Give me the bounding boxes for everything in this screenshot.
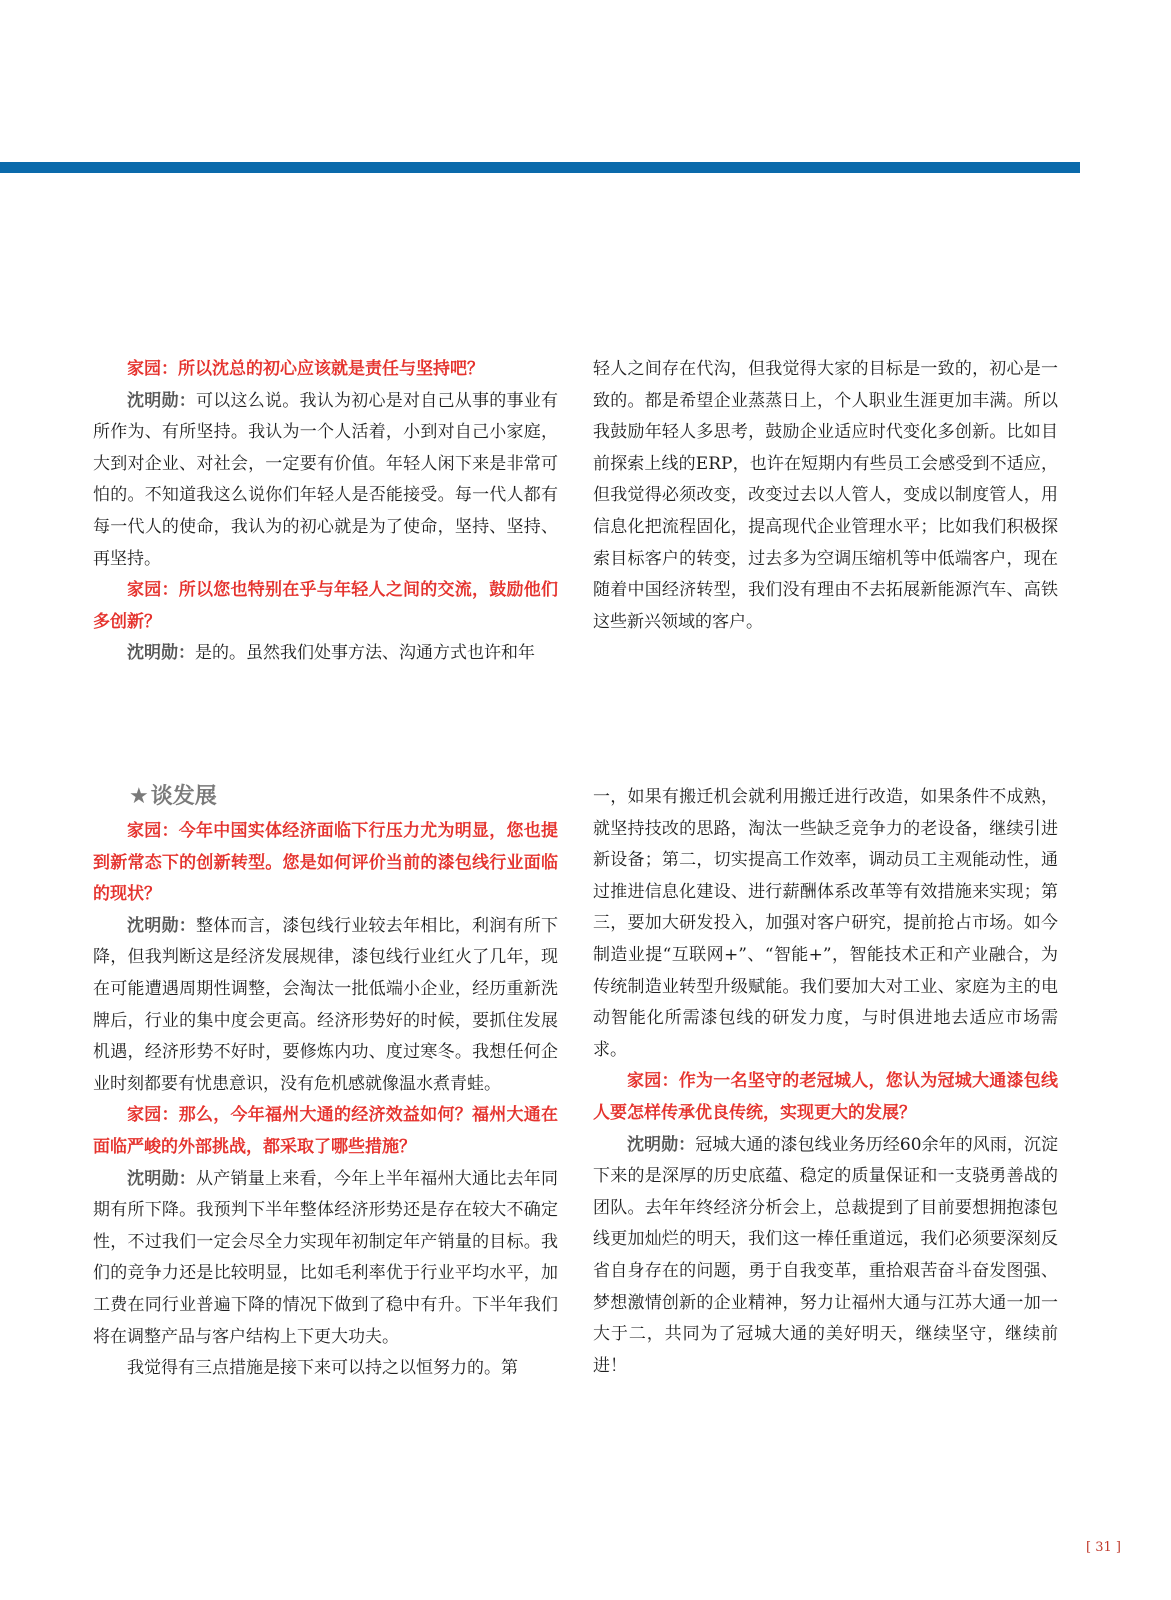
interviewee-label: 沈明勋： [127, 390, 196, 411]
answer-text: 是的。虽然我们处事方法、沟通方式也许和年 [195, 643, 535, 664]
question-paragraph [93, 816, 558, 911]
answer-paragraph [93, 638, 558, 670]
question-paragraph [593, 1066, 1058, 1129]
interviewee-label: 沈明勋： [127, 1168, 196, 1189]
answer-paragraph [93, 911, 558, 1101]
question-text: 所以您也特别在乎与年轻人之间的交流，鼓励他们多创新？ [93, 580, 558, 632]
interviewer-label: 家园： [127, 580, 179, 601]
answer-text: 整体而言，漆包线行业较去年相比，利润有所下降，但我判断这是经济发展规律，漆包线行业红火了几年，现在可能遭遇周期性调整，会淘汰一批低端小企业，经历重新洗牌后，行业的集中度会更高。经济形势好的时候，要抓住发展机遇，经济形势不好时，要修炼内功、度过寒冬。我想任何企业时刻都要有忧患意识，没有危机感就像温水煮青蛙。 [93, 915, 558, 1094]
interviewee-label: 沈明勋： [627, 1134, 696, 1155]
answer-continuation: 轻人之间存在代沟，但我觉得大家的目标是一致的，初心是一致的。都是希望企业蒸蒸日上，个人职业生涯更加丰满。所以我鼓励年轻人多思考，鼓励企业适应时代变化多创新。比如目前探索上线的ERP，也许在短期内有些员工会感受到不适应，但我觉得必须改变，改变过去以人管人，变成以制度管人，用信息化把流程固化，提高现代企业管理水平；比如我们积极探索目标客户的转变，过去多为空调压缩机等中低端客户，现在随着中国经济转型，我们没有理由不去拓展新能源汽车、高铁这些新兴领域的客户。 [593, 359, 1058, 632]
section-heading-text: 谈发展 [150, 784, 217, 809]
section2-right-column [593, 782, 1058, 1382]
interviewer-label: 家园： [127, 359, 178, 379]
answer-text: 可以这么说。我认为初心是对自己从事的事业有所作为、有所坚持。我认为一个人活着，小到对自己小家庭，大到对企业、对社会，一定要有价值。年轻人闲下来是非常可怕的。不知道我这么说你们年轻人是否能接受。每一代人都有每一代人的使命，我认为的初心就是为了使命，坚持、坚持、再坚持。 [93, 390, 558, 569]
answer-text: 冠城大通的漆包线业务历经60余年的风雨，沉淀下来的是深厚的历史底蕴、稳定的质量保证和一支骁勇善战的团队。去年年终经济分析会上，总裁提到了目前要想拥抱漆包线更加灿烂的明天，我们这一棒任重道远，我们必须要深刻反省自身存在的问题，勇于自我变革，重拾艰苦奋斗奋发图强、梦想激情创新的企业精神，努力让福州大通与江苏大通一加一大于二，共同为了冠城大通的美好明天，继续坚守，继续前进！ [593, 1134, 1058, 1376]
header-color-bar [0, 162, 1080, 173]
answer-paragraph [93, 1164, 558, 1354]
section-heading [93, 780, 558, 814]
question-paragraph [93, 575, 558, 638]
interviewer-label: 家园： [127, 821, 179, 841]
interviewer-label: 家园： [627, 1071, 679, 1092]
answer-continuation: 一，如果有搬迁机会就利用搬迁进行改造，如果条件不成熟，就坚持技改的思路，淘汰一些缺乏竞争力的老设备，继续引进新设备；第二，切实提高工作效率，调动员工主观能动性，通过推进信息化建设、进行薪酬体系改革等有效措施来实现；第三，要加大研发投入，加强对客户研究，提前抢占市场。如今制造业提“互联网+”、“智能+”，智能技术正和产业融合，为传统制造业转型升级赋能。我们要加大对工业、家庭为主的电动智能化所需漆包线的研发力度，与时俱进地去适应市场需求。 [593, 787, 1058, 1060]
answer-paragraph: 我觉得有三点措施是接下来可以持之以恒努力的。第 [127, 1358, 518, 1379]
interviewee-label: 沈明勋： [127, 915, 196, 936]
answer-paragraph [93, 386, 558, 576]
question-text: 今年中国实体经济面临下行压力尤为明显，您也提到新常态下的创新转型。您是如何评价当前的漆包线行业面临的现状？ [93, 821, 558, 905]
interviewee-label: 沈明勋： [127, 643, 195, 664]
question-paragraph [93, 354, 558, 386]
section1-right-column [593, 354, 1058, 638]
answer-text: 从产销量上来看，今年上半年福州大通比去年同期有所下降。我预判下半年整体经济形势还是存在较大不确定性，不过我们一定会尽全力实现年初制定年产销量的目标。我们的竞争力还是比较明显，比如毛利率优于行业平均水平，加工费在同行业普遍下降的情况下做到了稳中有升。下半年我们将在调整产品与客户结构上下更大功夫。 [93, 1168, 558, 1347]
page-number: [ 31 ] [1086, 1540, 1121, 1555]
question-text: 所以沈总的初心应该就是责任与坚持吧？ [178, 359, 484, 379]
question-paragraph [93, 1100, 558, 1163]
section2-left-column [93, 780, 558, 1385]
interviewer-label: 家园： [127, 1105, 179, 1126]
section1-left-column [93, 354, 558, 670]
star-icon: ★ [129, 784, 149, 809]
question-text: 作为一名坚守的老冠城人，您认为冠城大通漆包线人要怎样传承优良传统，实现更大的发展？ [593, 1071, 1058, 1123]
question-text: 那么，今年福州大通的经济效益如何？福州大通在面临严峻的外部挑战，都采取了哪些措施？ [93, 1105, 558, 1157]
answer-paragraph [593, 1130, 1058, 1383]
